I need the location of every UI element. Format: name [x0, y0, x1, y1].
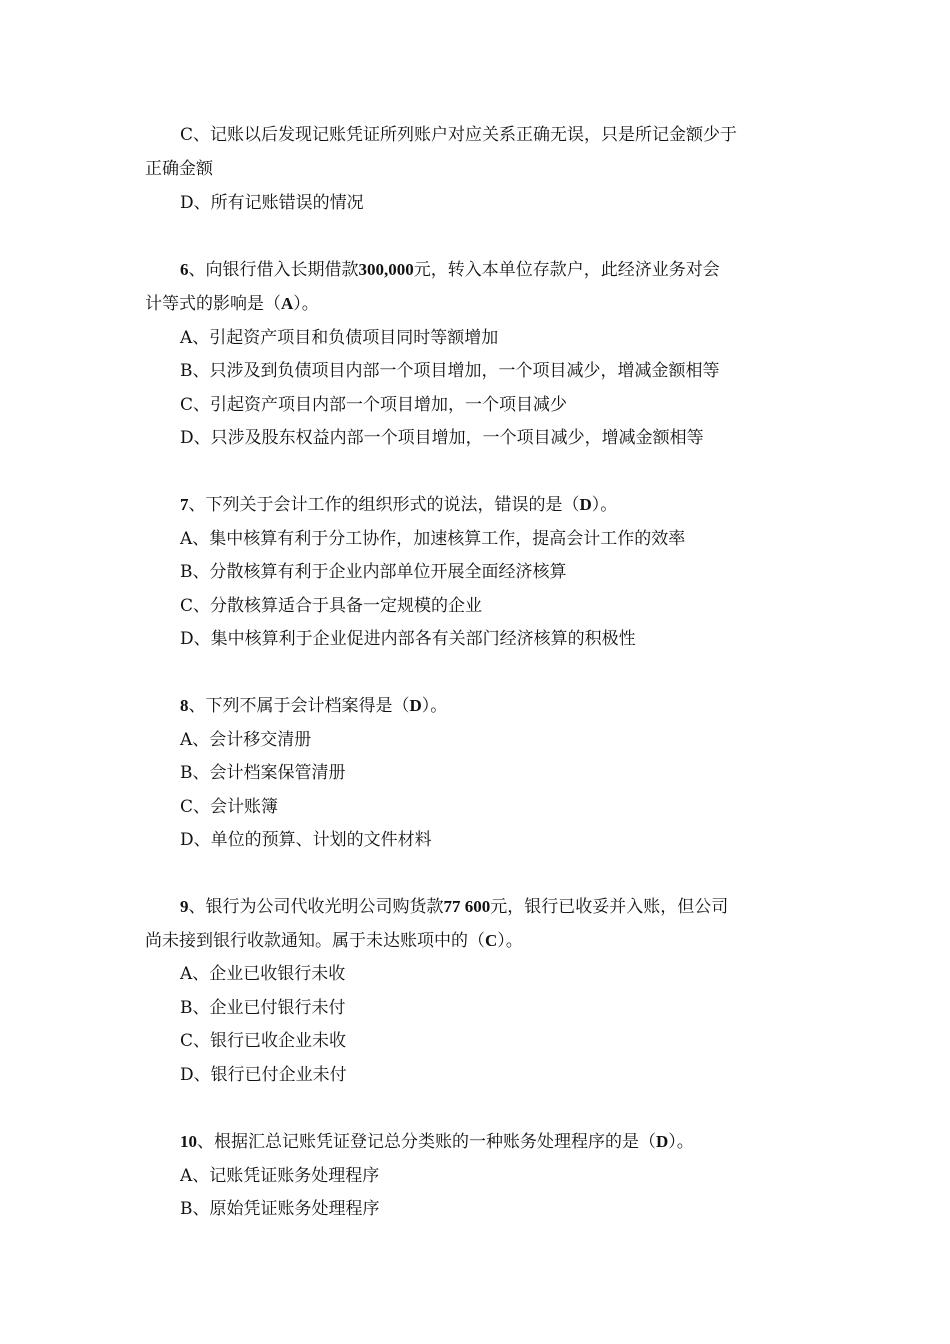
q7-option-d: D、集中核算利于企业促进内部各有关部门经济核算的积极性	[180, 629, 636, 649]
q9-stem-line2-a: 尚未接到银行收款通知。属于未达账项中的（	[145, 931, 485, 951]
q5-option-d: D、所有记账错误的情况	[180, 193, 364, 213]
q8-option-d: D、单位的预算、计划的文件材料	[180, 830, 432, 850]
q9-option-d: D、银行已付企业未付	[180, 1065, 347, 1085]
q6-stem-line2-a: 计等式的影响是（	[145, 294, 281, 314]
q10-stem	[180, 1130, 694, 1154]
q10-option-a: A、记账凭证账务处理程序	[180, 1166, 380, 1186]
q7-stem-b: ）。	[591, 495, 618, 515]
q7-stem	[180, 493, 617, 517]
q10-number: 10	[180, 1132, 197, 1151]
q6-sep: 、	[188, 260, 206, 280]
q7-stem-a: 、下列关于会计工作的组织形式的说法，错误的是（	[188, 495, 580, 515]
q6-stem-a: 向银行借入长期借款	[205, 260, 359, 280]
q6-stem-b: 元，转入本单位存款户，此经济业务对会	[413, 260, 720, 280]
q9-stem-line2-b: ）。	[497, 931, 523, 951]
q10-stem-b: ）。	[668, 1132, 694, 1152]
q6-amount: 300,000	[358, 260, 414, 279]
q8-answer: D	[409, 696, 422, 715]
q9-answer: C	[485, 931, 498, 950]
q7-option-c: C、分散核算适合于具备一定规模的企业	[180, 596, 483, 616]
q6-option-c: C、引起资产项目内部一个项目增加，一个项目减少	[180, 395, 568, 415]
q9-stem-a: 、银行为公司代收光明公司购货款	[188, 897, 444, 917]
q7-option-b: B、分散核算有利于企业内部单位开展全面经济核算	[180, 562, 567, 582]
q6-option-b: B、只涉及到负债项目内部一个项目增加，一个项目减少，增减金额相等	[180, 361, 720, 381]
q9-stem-b: 元，银行已收妥并入账，但公司	[490, 897, 729, 917]
q9-stem-line1	[180, 895, 728, 919]
q8-option-a: A、会计移交清册	[180, 730, 312, 750]
q10-option-b: B、原始凭证账务处理程序	[180, 1199, 380, 1219]
q8-option-c: C、会计账簿	[180, 797, 279, 817]
q8-option-b: B、会计档案保管清册	[180, 763, 346, 783]
q8-stem	[180, 694, 447, 718]
q7-option-a: A、集中核算有利于分工协作，加速核算工作，提高会计工作的效率	[180, 529, 686, 549]
q8-number: 8	[180, 696, 189, 715]
q6-answer: A	[281, 294, 294, 313]
q10-answer: D	[656, 1132, 669, 1151]
q5-option-c-line1: C、记账以后发现记账凭证所列账户对应关系正确无误，只是所记金额少于	[180, 125, 738, 145]
q6-option-d: D、只涉及股东权益内部一个项目增加，一个项目减少，增减金额相等	[180, 428, 704, 448]
q9-option-c: C、银行已收企业未收	[180, 1031, 347, 1051]
q6-number: 6	[180, 260, 189, 279]
q7-number: 7	[180, 495, 189, 514]
q9-amount: 77 600	[443, 897, 491, 916]
q8-stem-a: 、下列不属于会计档案得是（	[188, 696, 410, 716]
q6-stem-line1	[180, 258, 720, 282]
q9-stem-line2	[145, 929, 523, 953]
q9-option-a: A、企业已收银行未收	[180, 964, 346, 984]
q6-stem-line2-b: ）。	[293, 294, 319, 314]
q6-stem-line2	[145, 292, 319, 316]
q9-number: 9	[180, 897, 189, 916]
q8-stem-b: ）。	[421, 696, 448, 716]
q7-answer: D	[579, 495, 592, 514]
q9-option-b: B、企业已付银行未付	[180, 998, 346, 1018]
q6-option-a: A、引起资产项目和负债项目同时等额增加	[180, 328, 499, 348]
q10-stem-a: 、根据汇总记账凭证登记总分类账的一种账务处理程序的是（	[197, 1132, 656, 1152]
q5-option-c-line2: 正确金额	[145, 159, 213, 179]
